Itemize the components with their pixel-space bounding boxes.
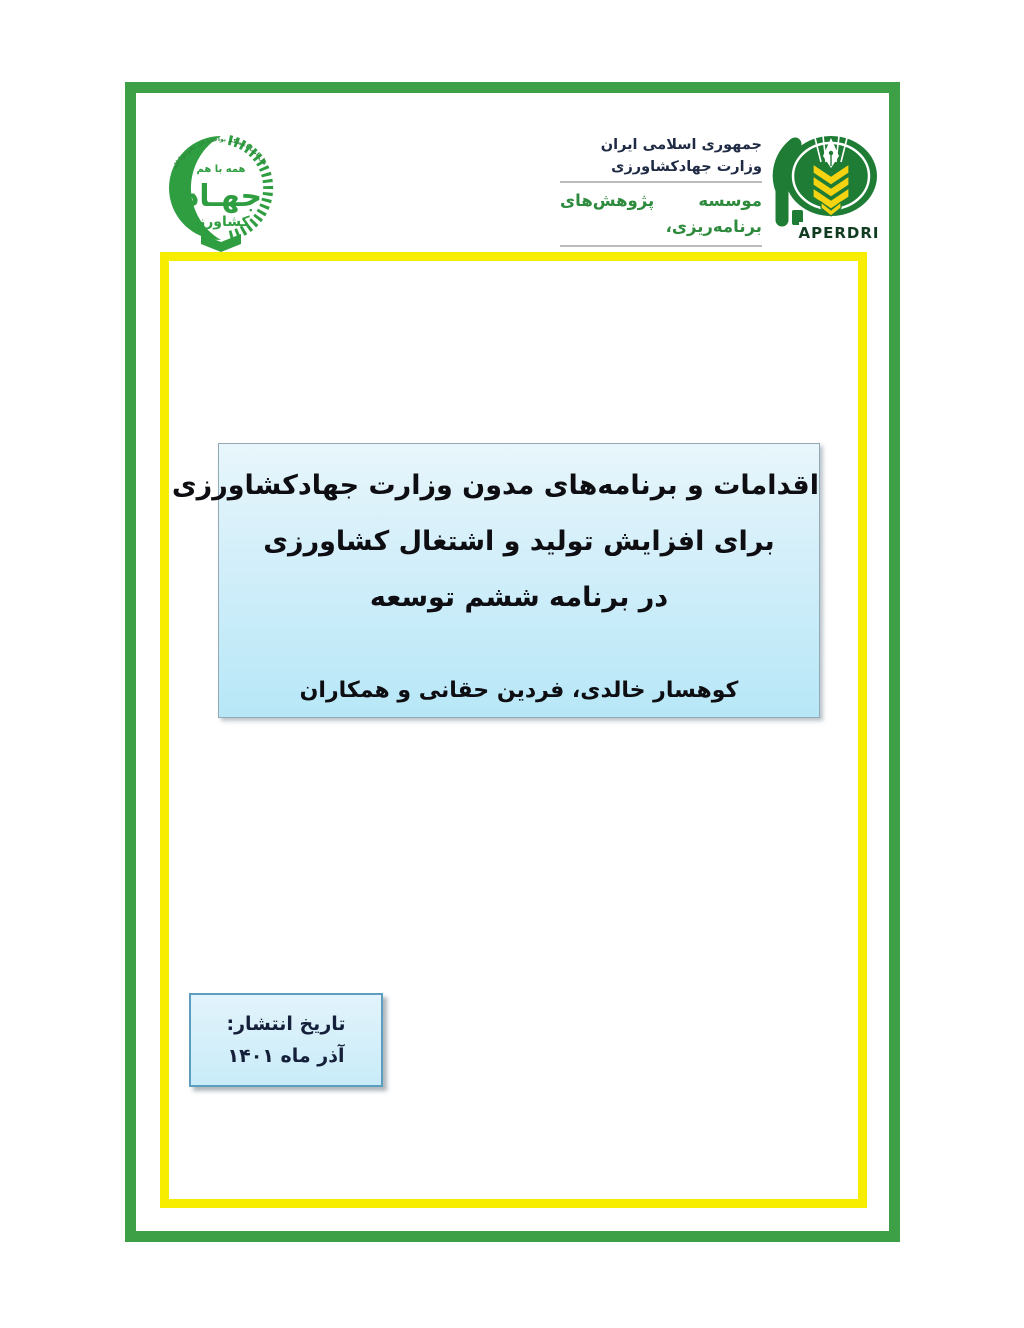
logo-arc-text: قل انما اعظکم بواحده ان تقوموا لله [171,136,269,171]
logo-motto-text: همه با هم [196,164,246,175]
publication-date-value: آذر ماه ۱۴۰۱ [227,1045,345,1067]
logo-main-text: جهـاد [183,179,263,214]
report-title-line1: اقدامات و برنامه‌های مدون وزارت جهادکشاورزی [171,470,819,501]
institute-name-line1: موسسه پژوهش‌های برنامه‌ریزی، [560,191,762,236]
title-box [171,443,820,718]
publication-date-box [189,993,383,1087]
title-lines [171,444,819,626]
pen-nib-hole [829,151,833,155]
aperdri-label: APERDRI [798,224,880,242]
country-name: جمهوری اسلامی ایران [600,137,762,153]
publication-date-label: تاریخ انتشار: [226,1013,346,1035]
divider [560,181,762,183]
divider [560,245,762,247]
aperdri-logo-icon [765,126,887,244]
report-title-line3: در برنامه ششم توسعه [369,582,669,613]
jihad-keshavarzi-logo-icon [150,116,292,258]
authors-line: کوهسار خالدی، فردین حقانی و همکاران [299,678,739,703]
ministry-name: وزارت جهادکشاورزی [611,159,762,175]
logo-sub-text: کشاورزی [184,214,250,230]
report-title-line2: برای افزایش تولید و اشتغال کشاورزی [263,526,775,557]
